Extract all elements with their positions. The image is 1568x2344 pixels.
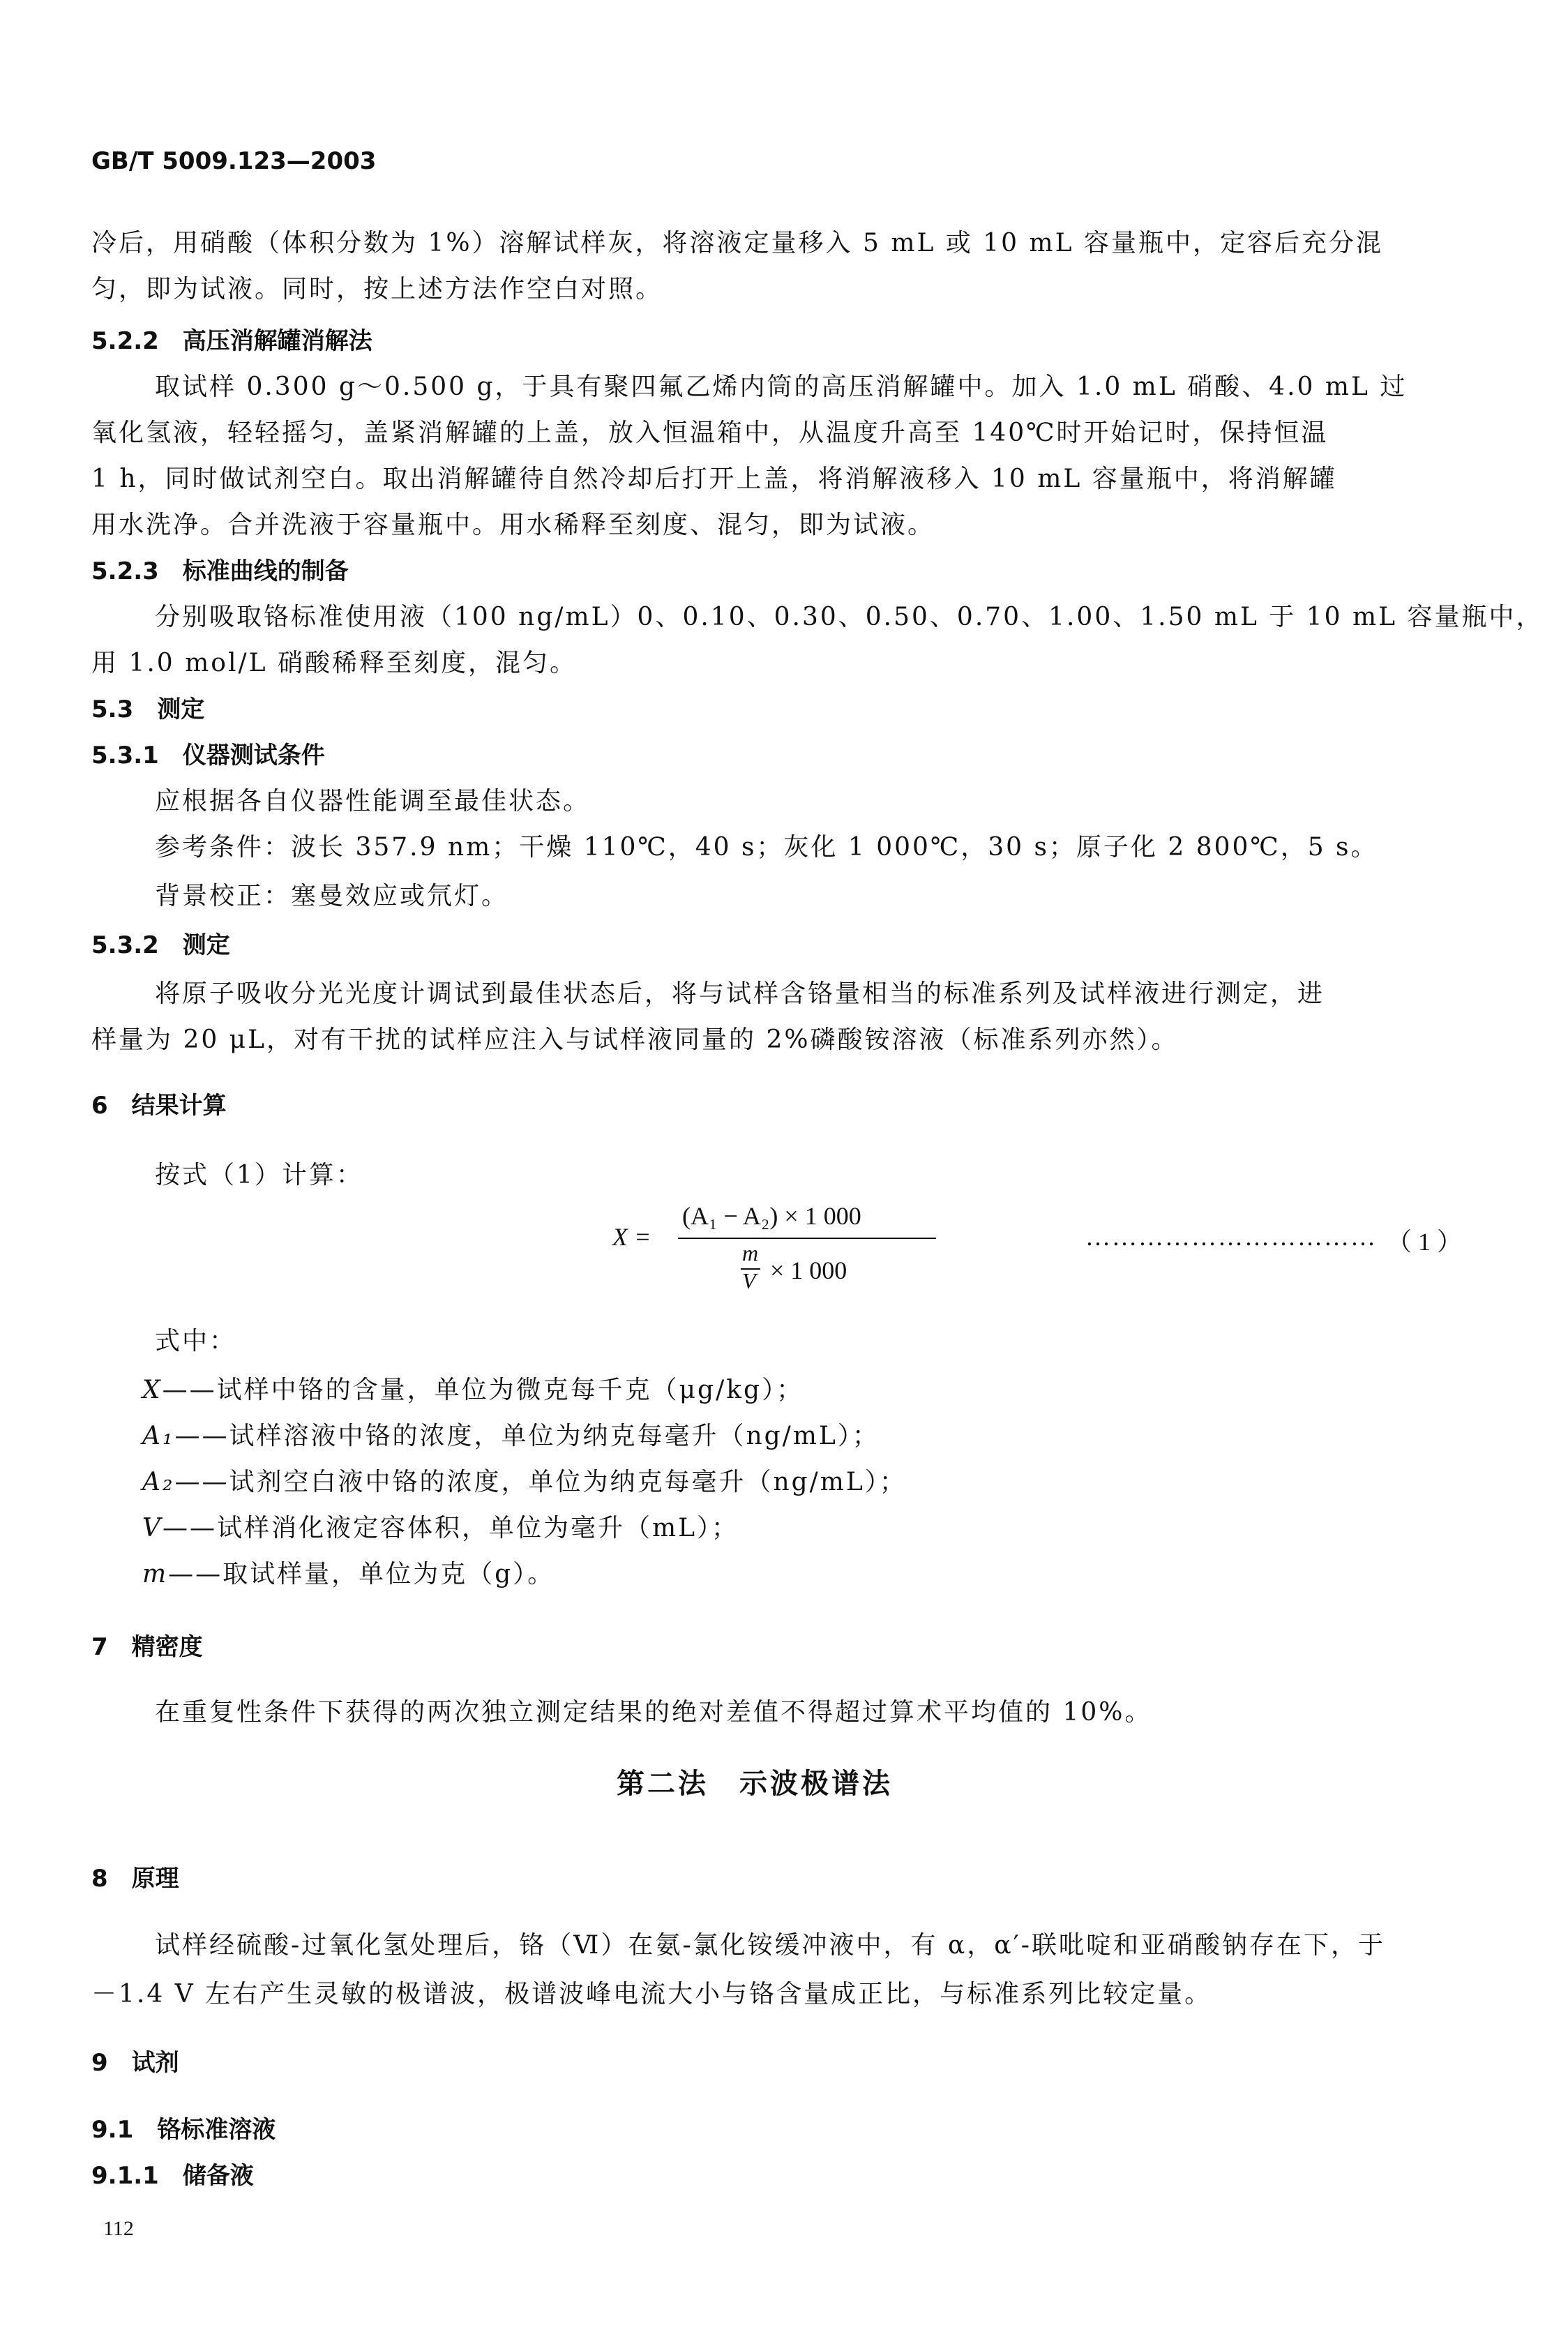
page-number: 112 (103, 2217, 134, 2240)
section-heading: 6 结果计算 (91, 1092, 227, 1120)
section-heading: 5.3 测定 (91, 696, 205, 723)
definition-text: ——试样溶液中铬的浓度，单位为纳克每毫升（ng/mL）； (174, 1422, 880, 1450)
paragraph-line: 分别吸取铬标准使用液（100 ng/mL）0、0.10、0.30、0.50、0.70、1.00、1.50 mL 于 10 mL 容量瓶中， (155, 603, 1544, 631)
paragraph-line: 试样经硫酸-过氧化氢处理后，铬（Ⅵ）在氨-氯化铵缓冲液中，有 α，α′-联吡啶和亚硝酸钠存在下，于 (155, 1931, 1385, 1960)
paragraph-line: 取试样 0.300 g～0.500 g，于具有聚四氟乙烯内筒的高压消解罐中。加入 1.0 mL 硝酸、4.0 mL 过 (155, 373, 1408, 401)
section-heading: 9 试剂 (91, 2049, 179, 2077)
definition-text: ——试剂空白液中铬的浓度，单位为纳克每毫升（ng/mL）； (174, 1468, 907, 1496)
formula-denominator-v: V (742, 1268, 756, 1293)
definition-row (142, 1420, 880, 1452)
definition-symbol: A₁ (142, 1422, 175, 1450)
formula-leader-dots: …………………………… (1085, 1223, 1377, 1251)
formula-lhs: X = (612, 1223, 651, 1251)
definition-text: ——取试样量，单位为克（g）。 (168, 1560, 555, 1588)
paragraph-line: 参考条件：波长 357.9 nm；干燥 110℃，40 s；灰化 1 000℃，30 s；原子化 2 800℃，5 s。 (155, 833, 1378, 862)
section-heading: 9.1.1 储备液 (91, 2162, 254, 2190)
definition-symbol: m (142, 1560, 169, 1588)
definition-symbol: X (142, 1376, 163, 1404)
paragraph-line: 冷后，用硝酸（体积分数为 1%）溶解试样灰，将溶液定量移入 5 mL 或 10 mL 容量瓶中，定容后充分混 (91, 229, 1384, 257)
paragraph-line: 式中： (155, 1327, 237, 1355)
definition-text: ——试样中铬的含量，单位为微克每千克（μg/kg）； (162, 1376, 804, 1404)
paragraph-line: 用水洗净。合并洗液于容量瓶中。用水稀释至刻度、混匀，即为试液。 (91, 511, 935, 539)
paragraph-line: 用 1.0 mol/L 硝酸稀释至刻度，混匀。 (91, 649, 577, 677)
formula-numerator: (A₁ − A₂) × 1 000 (682, 1202, 861, 1230)
paragraph-line: 1 h，同时做试剂空白。取出消解罐待自然冷却后打开上盖，将消解液移入 10 mL 容量瓶中，将消解罐 (91, 465, 1337, 493)
formula-denominator-tail: × 1 000 (770, 1256, 847, 1284)
definition-row (142, 1512, 739, 1545)
definition-row (142, 1374, 804, 1406)
formula-denominator-m: m (742, 1240, 759, 1265)
section-heading: 5.3.2 测定 (91, 931, 230, 959)
section-heading: 5.3.1 仪器测试条件 (91, 742, 325, 769)
section-heading: 9.1 铬标准溶液 (91, 2116, 276, 2144)
definition-symbol: V (142, 1514, 163, 1542)
paragraph-line: 按式（1）计算： (155, 1161, 363, 1189)
method-title: 第二法 示波极谱法 (617, 1768, 893, 1800)
definition-text: ——试样消化液定容体积，单位为毫升（mL）； (163, 1514, 739, 1542)
section-heading: 8 原理 (91, 1865, 179, 1893)
paragraph-line: －1.4 V 左右产生灵敏的极谱波，极谱波峰电流大小与铬含量成正比，与标准系列比较定量。 (91, 1980, 1212, 2008)
definition-row (142, 1466, 907, 1498)
formula-number: （ 1 ） (1387, 1228, 1463, 1256)
section-heading: 5.2.2 高压消解罐消解法 (91, 327, 372, 355)
paragraph-line: 将原子吸收分光光度计调试到最佳状态后，将与试样含铬量相当的标准系列及试样液进行测定，进 (155, 979, 1325, 1008)
fraction-bar (678, 1238, 936, 1239)
definition-symbol: A₂ (142, 1468, 175, 1496)
section-heading: 5.2.3 标准曲线的制备 (91, 557, 349, 585)
section-heading: 7 精密度 (91, 1633, 203, 1661)
paragraph-line: 背景校正：塞曼效应或氘灯。 (155, 882, 509, 910)
paragraph-line: 氧化氢液，轻轻摇匀，盖紧消解罐的上盖，放入恒温箱中，从温度升高至 140℃时开始记时，保持恒温 (91, 419, 1329, 447)
paragraph-line: 匀，即为试液。同时，按上述方法作空白对照。 (91, 275, 663, 303)
standard-code: GB/T 5009.123—2003 (91, 147, 377, 175)
definition-row (142, 1558, 555, 1591)
paragraph-line: 在重复性条件下获得的两次独立测定结果的绝对差值不得超过算术平均值的 10%。 (155, 1698, 1152, 1727)
paragraph-line: 应根据各自仪器性能调至最佳状态。 (155, 787, 591, 816)
paragraph-line: 样量为 20 μL，对有干扰的试样应注入与试样液同量的 2%磷酸铵溶液（标准系列亦然）。 (91, 1026, 1179, 1054)
